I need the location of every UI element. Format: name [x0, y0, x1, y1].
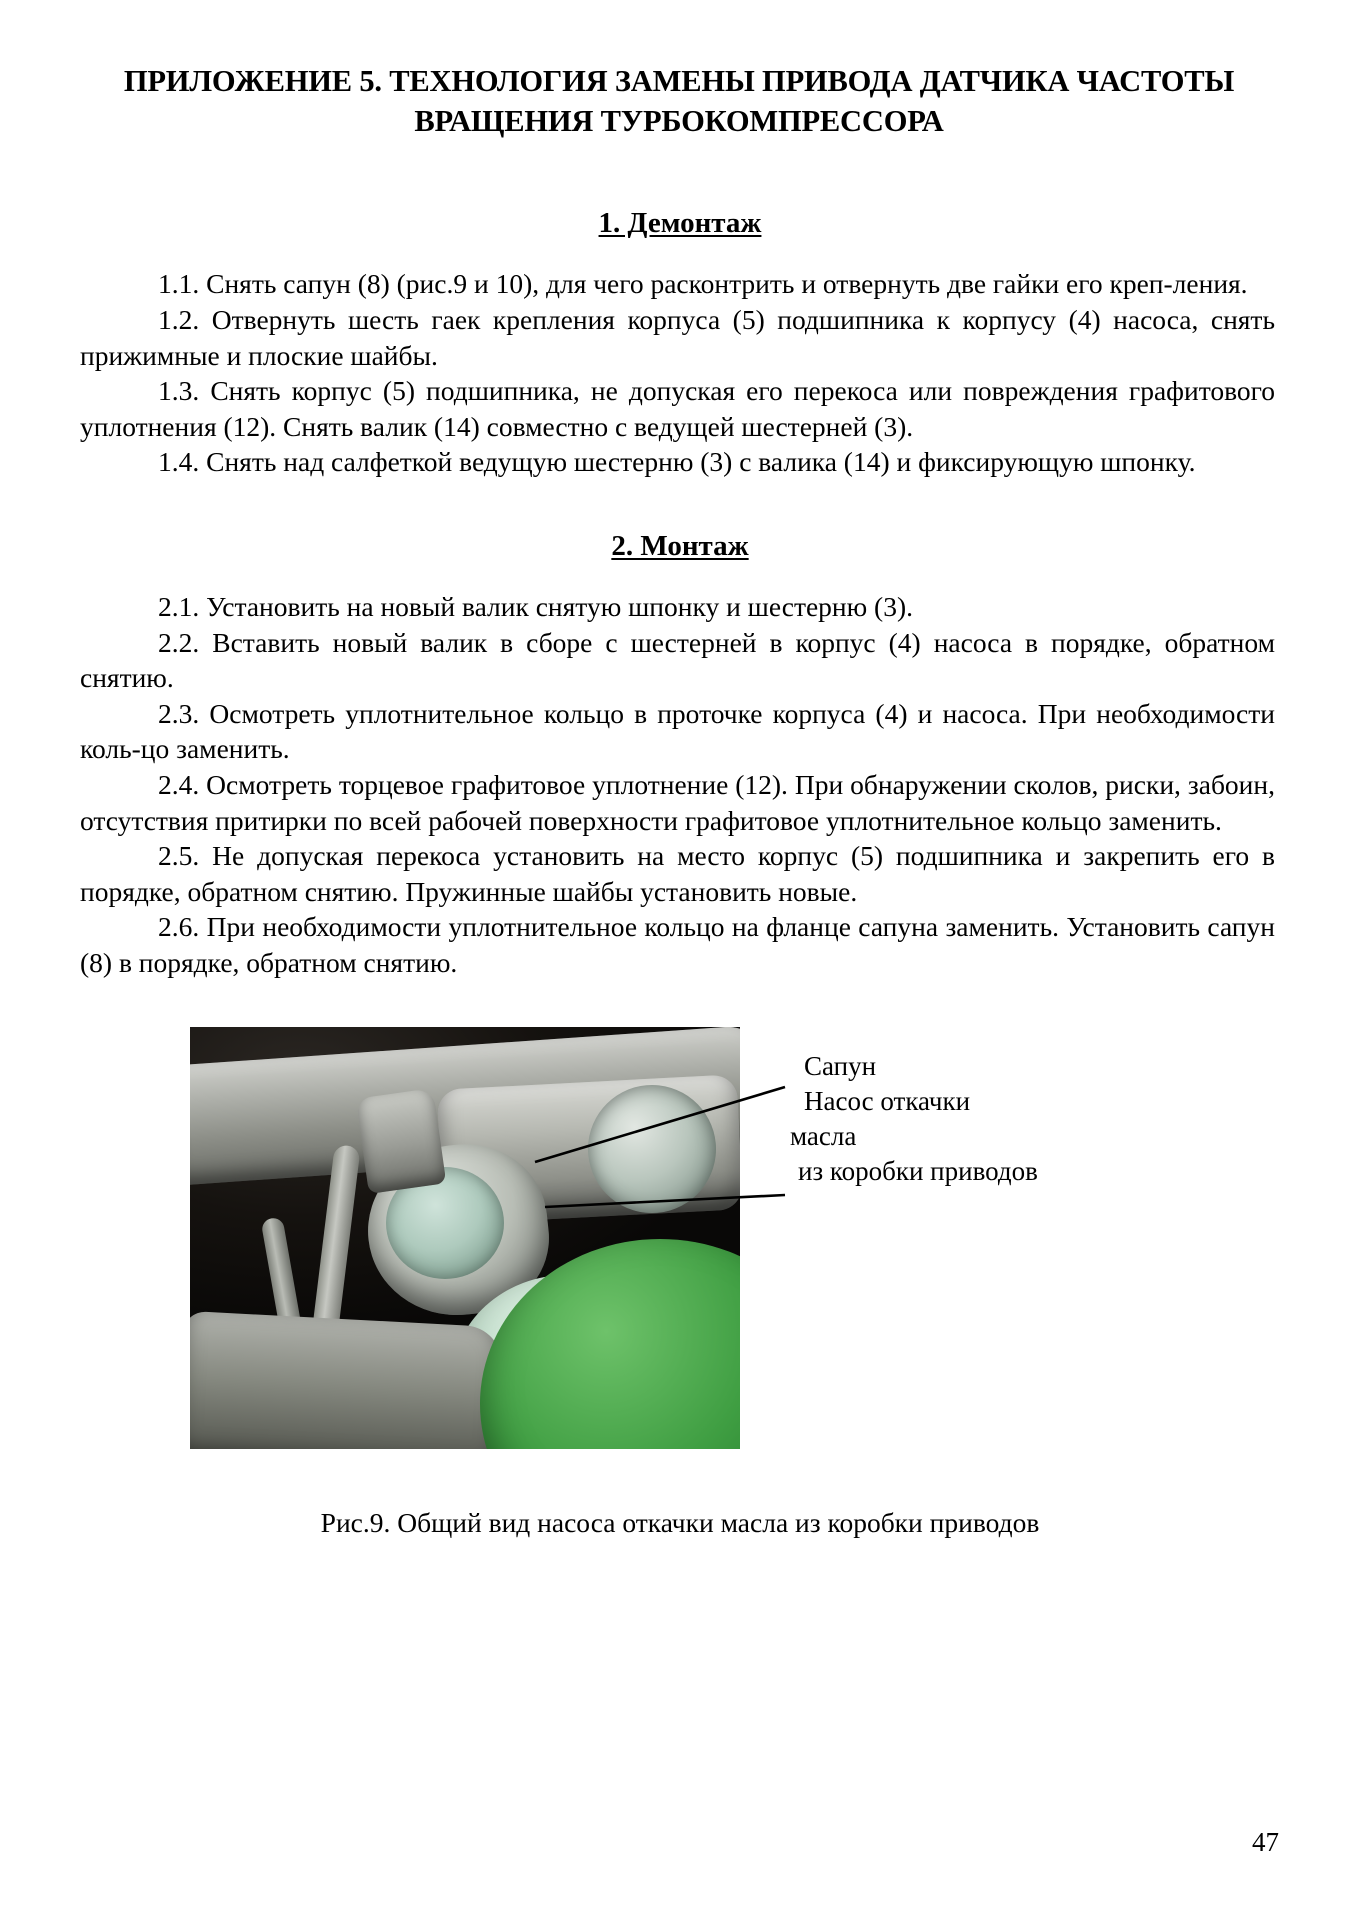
photo-lower-casing [190, 1310, 504, 1448]
section-heading-montazh-text: 2. Монтаж [611, 529, 749, 562]
page-title-line-2: ВРАЩЕНИЯ ТУРБОКОМПРЕССОРА [414, 103, 944, 138]
page-title-line-1: ПРИЛОЖЕНИЕ 5. ТЕХНОЛОГИЯ ЗАМЕНЫ ПРИВОДА ДАТЧИКА ЧАСТОТЫ [123, 64, 1235, 98]
page-content [80, 0, 1280, 1539]
section-heading-demontazh [80, 207, 1280, 240]
section-heading-montazh [80, 530, 1280, 563]
figure-block [80, 1027, 1280, 1497]
figure-photograph [190, 1027, 740, 1449]
list-item: 1.1. Снять сапун (8) (рис.9 и 10), для чего расконтрить и отвернуть две гайки его креп-ления. [158, 268, 1248, 300]
list-item: 2.5. Не допуская перекоса установить на место корпус (5) подшипника и закрепить его в порядке, обратном снятию. Пружинные шайбы установить новые. [80, 840, 1275, 907]
list-item: 1.4. Снять над салфеткой ведущую шестерню (3) с валика (14) и фиксирующую шпонку. [158, 446, 1196, 478]
callout-label-gearbox: из коробки приводов [798, 1155, 1038, 1186]
list-item: 2.4. Осмотреть торцевое графитовое уплотнение (12). При обнаружении сколов, риски, забоин, отсутствия притирки по всей рабочей поверхности графитовое уплотнительное кольцо заменить. [80, 768, 1275, 836]
list-item: 2.6. При необходимости уплотнительное кольцо на фланце сапуна заменить. Установить сапун (8) в порядке, обратном снятию. [80, 911, 1275, 979]
callout-label-pump: Насос откачки [804, 1085, 971, 1116]
list-item: 2.3. Осмотреть уплотнительное кольцо в проточке корпуса (4) и насоса. При необходимости коль-цо заменить. [80, 697, 1275, 765]
section-heading-montazh-wrap [80, 530, 1280, 563]
section-heading-demontazh-text: 1. Демонтаж [598, 207, 762, 240]
list-item: 1.2. Отвернуть шесть гаек крепления корпуса (5) подшипника к корпусу (4) насоса, снять прижимные и плоские шайбы. [80, 303, 1275, 371]
photo-breather [356, 1088, 447, 1194]
list-item: 2.1. Установить на новый валик снятую шпонку и шестерню (3). [158, 590, 913, 622]
callout-label-sapun: Сапун [804, 1050, 877, 1081]
page-title [80, 0, 1278, 141]
callout-label-oil: масла [790, 1120, 857, 1151]
list-item: 1.3. Снять корпус (5) подшипника, не допуская его перекоса или повреждения графитового уплотнения (12). Снять валик (14) совместно с ведущей шестерней (3). [80, 375, 1275, 442]
figure-caption: Рис.9. Общий вид насоса откачки масла из коробки приводов [320, 1506, 1040, 1538]
list-item: 2.2. Вставить новый валик в сборе с шестерней в корпус (4) насоса в порядке, обратном снятию. [80, 626, 1275, 694]
page-number: 47 [1252, 1827, 1279, 1857]
figure-callout-labels [790, 1049, 1210, 1189]
section-heading-demontazh-wrap [80, 207, 1280, 240]
